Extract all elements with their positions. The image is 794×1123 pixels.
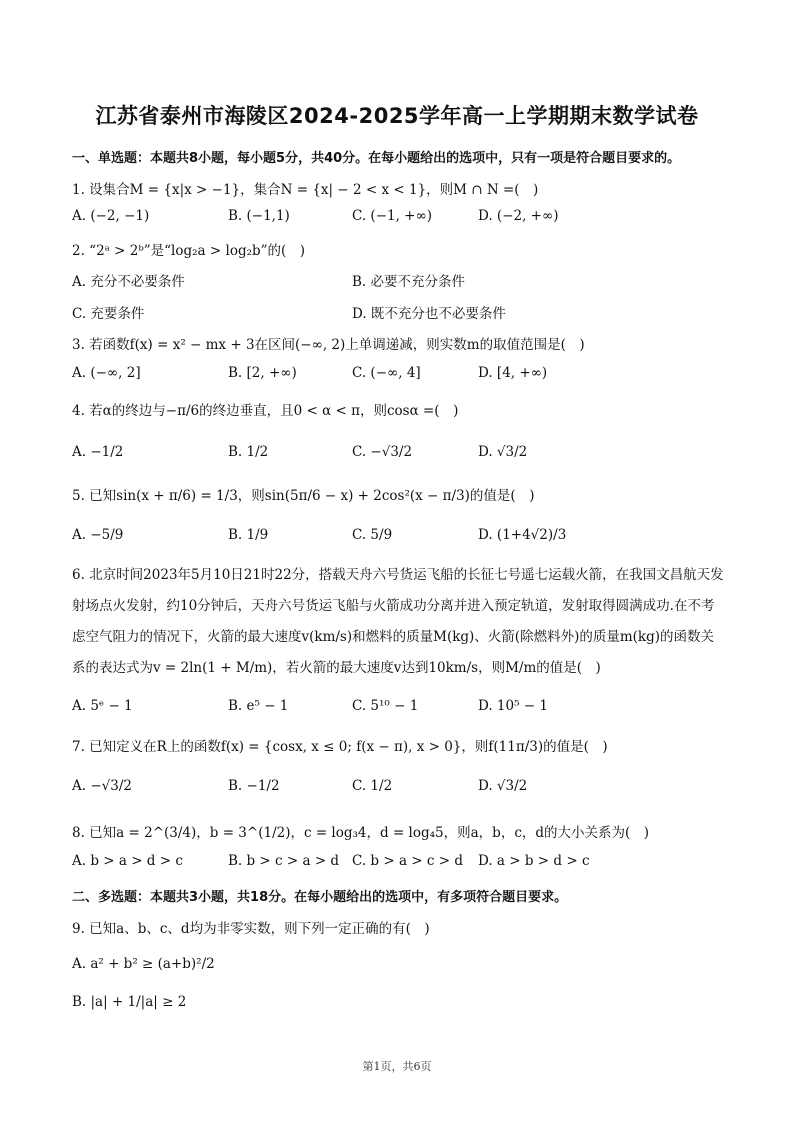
question-3-option-a: A. (−∞, 2] (72, 365, 141, 381)
question-6-option-c: C. 5¹⁰ − 1 (352, 698, 419, 714)
question-4-stem: 4. 若α的终边与−π/6的终边垂直，且0 < α < π，则cosα =( ) (72, 403, 459, 419)
question-8-stem: 8. 已知a = 2^(3/4)，b = 3^(1/2)，c = log₃4，d = log₄5，则a，b，c，d的大小关系为( ) (72, 825, 650, 841)
question-9-option-b: B. |a| + 1/|a| ≥ 2 (72, 994, 187, 1010)
question-5-stem: 5. 已知sin(x + π/6) = 1/3，则sin(5π/6 − x) + 2cos²(x − π/3)的值是( ) (72, 488, 535, 504)
question-5-option-d: D. (1+4√2)/3 (478, 527, 567, 543)
question-4-option-b: B. 1/2 (228, 444, 269, 460)
question-5-option-a: A. −5/9 (72, 527, 124, 543)
question-8-options (72, 853, 724, 873)
question-1-option-c: C. (−1, +∞) (352, 208, 433, 224)
question-8-option-b: B. b > c > a > d (228, 853, 340, 869)
question-9-stem: 9. 已知a、b、c、d均为非零实数，则下列一定正确的有( ) (72, 921, 430, 937)
question-7-option-c: C. 1/2 (352, 778, 393, 794)
question-2-option-b: B. 必要不充分条件 (352, 274, 466, 290)
question-8-option-a: A. b > a > d > c (72, 853, 183, 869)
page-title: 江苏省泰州市海陵区2024-2025学年高一上学期期末数学试卷 (95, 104, 699, 128)
question-3-option-b: B. [2, +∞) (228, 365, 297, 381)
question-8-option-c: C. b > a > c > d (352, 853, 464, 869)
question-1-options (72, 208, 724, 228)
question-4-option-d: D. √3/2 (478, 444, 528, 460)
question-5-options (72, 527, 724, 547)
question-6-option-b: B. e⁵ − 1 (228, 698, 289, 714)
question-8-option-d: D. a > b > d > c (478, 853, 590, 869)
question-4-option-c: C. −√3/2 (352, 444, 413, 460)
question-6-option-a: A. 5ᵉ − 1 (72, 698, 133, 714)
question-2-stem: 2. “2ᵃ > 2ᵇ”是“log₂a > log₂b”的( ) (72, 243, 306, 259)
question-2-option-a: A. 充分不必要条件 (72, 274, 185, 290)
question-7-option-d: D. √3/2 (478, 778, 528, 794)
page-footer: 第1页，共6页 (362, 1060, 432, 1073)
question-5-option-b: B. 1/9 (228, 527, 269, 543)
question-1-option-b: B. (−1,1) (228, 208, 290, 224)
question-5-option-c: C. 5/9 (352, 527, 393, 543)
question-2-option-c: C. 充要条件 (72, 306, 145, 322)
question-7-option-b: B. −1/2 (228, 778, 280, 794)
question-1-option-d: D. (−2, +∞) (478, 208, 559, 224)
section-heading-multiple-choice: 二、多选题：本题共3小题，共18分。在每小题给出的选项中，有多项符合题目要求。 (72, 890, 568, 905)
question-6-option-d: D. 10⁵ − 1 (478, 698, 548, 714)
question-3-stem: 3. 若函数f(x) = x² − mx + 3在区间(−∞, 2)上单调递减，则实数m的取值范围是( ) (72, 337, 585, 353)
question-9-option-a: A. a² + b² ≥ (a+b)²/2 (72, 956, 215, 972)
question-1-option-a: A. (−2, −1) (72, 208, 150, 224)
question-6-stem: 6. 北京时间2023年5月10日21时22分，搭载天舟六号货运飞船的长征七号遥七运载火箭，在我国文昌航天发射场点火发射，约10分钟后，天舟六号货运飞船与火箭成功分离并进入预定轨道，发射取得圆满成功.在不考虑空气阻力的情况下，火箭的最大速度v(km/s)和燃料的质量M(kg)、火箭(除燃料外)的质量m(kg)的函数关系的表达式为v = 2ln(1 + M/m)，若火箭的最大速度v达到10km/s，则M/m的值是( ) (72, 567, 724, 676)
question-3-option-d: D. [4, +∞) (478, 365, 548, 381)
section-heading-single-choice: 一、单选题：本题共8小题，每小题5分，共40分。在每小题给出的选项中，只有一项是符合题目要求的。 (72, 151, 681, 166)
question-7-options (72, 778, 724, 798)
question-4-option-a: A. −1/2 (72, 444, 124, 460)
question-2-options-row2 (72, 302, 724, 322)
question-4-options (72, 444, 724, 464)
question-3-options (72, 365, 724, 385)
question-6-options (72, 698, 724, 718)
question-7-option-a: A. −√3/2 (72, 778, 132, 794)
question-1-stem: 1. 设集合M = {x|x > −1}，集合N = {x| − 2 < x < 1}，则M ∩ N =( ) (72, 182, 539, 198)
question-2-options-row1 (72, 270, 724, 290)
question-7-stem: 7. 已知定义在R上的函数f(x) = {cosx, x ≤ 0; f(x − π), x > 0}，则f(11π/3)的值是( ) (72, 739, 608, 755)
question-3-option-c: C. (−∞, 4] (352, 365, 421, 381)
question-2-option-d: D. 既不充分也不必要条件 (352, 306, 506, 322)
